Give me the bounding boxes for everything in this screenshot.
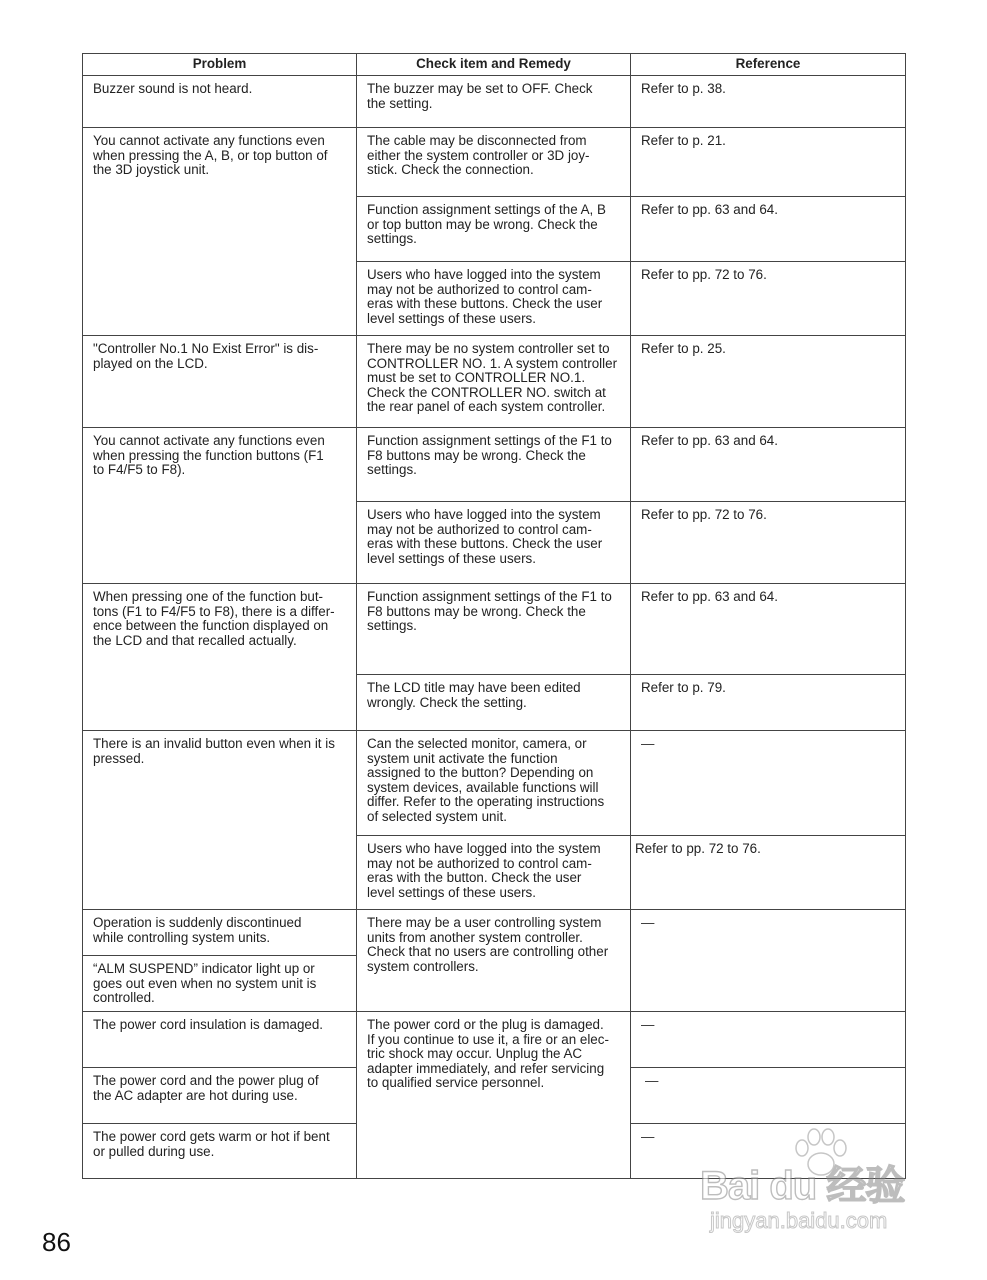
reference-cell: Refer to pp. 63 and 64. bbox=[631, 197, 906, 262]
reference-cell: — bbox=[631, 731, 906, 836]
troubleshooting-table bbox=[82, 53, 906, 1179]
reference-cell: Refer to p. 25. bbox=[631, 336, 906, 428]
header-row bbox=[83, 54, 906, 76]
problem-cell: The power cord insulation is damaged. bbox=[83, 1012, 357, 1068]
remedy-cell: Function assignment settings of the A, B or top button may be wrong. Check the settings. bbox=[357, 197, 631, 262]
table-row bbox=[83, 336, 906, 428]
remedy-cell: Users who have logged into the system may not be authorized to control cam- eras with these buttons. Check the user level settings of these users. bbox=[357, 262, 631, 336]
baidu-watermark bbox=[700, 1128, 940, 1248]
problem-cell: "Controller No.1 No Exist Error" is dis- played on the LCD. bbox=[83, 336, 357, 428]
remedy-cell: There may be no system controller set to CONTROLLER NO. 1. A system controller must be set to CONTROLLER NO.1. Check the CONTROLLER NO. switch at the rear panel of each system controller. bbox=[357, 336, 631, 428]
remedy-cell: There may be a user controlling system units from another system controller. Check that no users are controlling other system controllers. bbox=[357, 910, 631, 1012]
reference-cell: Refer to pp. 72 to 76. bbox=[631, 502, 906, 584]
reference-cell: Refer to p. 21. bbox=[631, 128, 906, 197]
table-row bbox=[83, 76, 906, 128]
remedy-cell: Users who have logged into the system may not be authorized to control cam- eras with these buttons. Check the user level settings of these users. bbox=[357, 502, 631, 584]
remedy-cell: Function assignment settings of the F1 to F8 buttons may be wrong. Check the settings. bbox=[357, 428, 631, 502]
reference-cell: — bbox=[631, 1124, 906, 1179]
reference-cell: Refer to pp. 72 to 76. bbox=[631, 836, 906, 910]
reference-cell: — bbox=[631, 910, 906, 1012]
reference-cell: Refer to pp. 72 to 76. bbox=[631, 262, 906, 336]
remedy-cell: Users who have logged into the system may not be authorized to control cam- eras with the button. Check the user level settings of these users. bbox=[357, 836, 631, 910]
problem-cell: Operation is suddenly discontinued while controlling system units. bbox=[83, 910, 357, 956]
reference-cell: — bbox=[631, 1068, 906, 1124]
remedy-cell: The LCD title may have been edited wrongly. Check the setting. bbox=[357, 675, 631, 731]
remedy-cell: The buzzer may be set to OFF. Check the setting. bbox=[357, 76, 631, 128]
remedy-cell: Function assignment settings of the F1 to F8 buttons may be wrong. Check the settings. bbox=[357, 584, 631, 675]
problem-cell: The power cord and the power plug of the AC adapter are hot during use. bbox=[83, 1068, 357, 1124]
reference-cell: Refer to pp. 63 and 64. bbox=[631, 428, 906, 502]
watermark-url: jingyan.baidu.com bbox=[710, 1208, 888, 1233]
problem-cell: You cannot activate any functions even when pressing the function buttons (F1 to F4/F5 to F8). bbox=[83, 428, 357, 584]
problem-cell: Buzzer sound is not heard. bbox=[83, 76, 357, 128]
table-row bbox=[83, 128, 906, 197]
reference-cell: — bbox=[631, 1012, 906, 1068]
page-number: 86 bbox=[42, 1227, 71, 1257]
table-row bbox=[83, 584, 906, 675]
remedy-cell: The cable may be disconnected from either the system controller or 3D joy- stick. Check the connection. bbox=[357, 128, 631, 197]
problem-cell: The power cord gets warm or hot if bent or pulled during use. bbox=[83, 1124, 357, 1179]
watermark-logo: Bai du 经验 bbox=[700, 1164, 905, 1208]
header-check: Check item and Remedy bbox=[357, 54, 631, 76]
problem-cell: There is an invalid button even when it is pressed. bbox=[83, 731, 357, 910]
problem-cell: You cannot activate any functions even when pressing the A, B, or top button of the 3D joystick unit. bbox=[83, 128, 357, 336]
reference-cell: Refer to p. 38. bbox=[631, 76, 906, 128]
remedy-cell: The power cord or the plug is damaged. If you continue to use it, a fire or an elec- tric shock may occur. Unplug the AC adapter immediately, and refer servicing to qualified service personnel. bbox=[357, 1012, 631, 1179]
reference-cell: Refer to pp. 63 and 64. bbox=[631, 584, 906, 675]
reference-cell: Refer to p. 79. bbox=[631, 675, 906, 731]
header-reference: Reference bbox=[631, 54, 906, 76]
table-row bbox=[83, 731, 906, 836]
table-row bbox=[83, 1012, 906, 1068]
table-row bbox=[83, 910, 906, 956]
remedy-cell: Can the selected monitor, camera, or system unit activate the function assigned to the button? Depending on system devices, available functions will differ. Refer to the operating instructions of selected system unit. bbox=[357, 731, 631, 836]
header-problem: Problem bbox=[83, 54, 357, 76]
problem-cell: When pressing one of the function but- tons (F1 to F4/F5 to F8), there is a differ- ence between the function displayed on the LCD and that recalled actually. bbox=[83, 584, 357, 731]
table-row bbox=[83, 428, 906, 502]
problem-cell: “ALM SUSPEND” indicator light up or goes out even when no system unit is controlled. bbox=[83, 956, 357, 1012]
